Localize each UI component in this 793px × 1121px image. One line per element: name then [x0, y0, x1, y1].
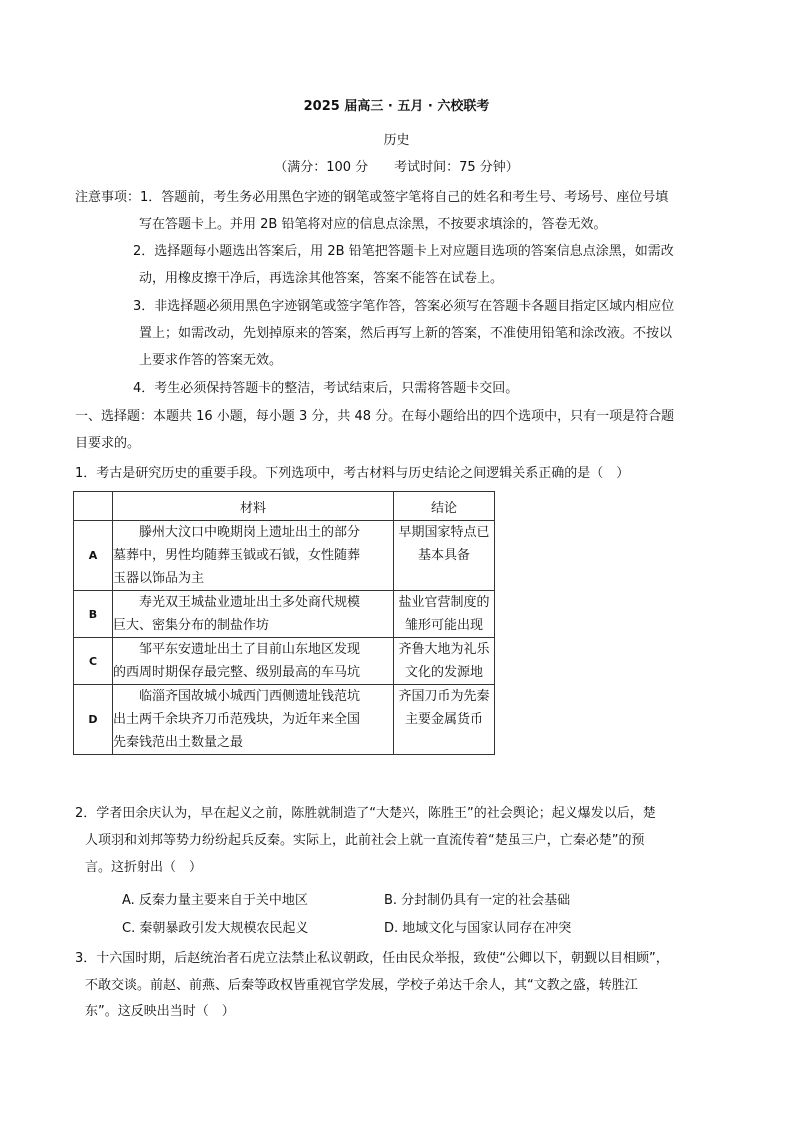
- row-material: [113, 521, 394, 591]
- table-row-c: [74, 638, 495, 685]
- note-3-line-3: 上要求作答的答案无效。: [139, 353, 283, 368]
- question-3-line-1: 3．十六国时期，后赵统治者石虎立法禁止私议朝政，任由民众举报，致使“公卿以下，朝觐以目相顾”，: [75, 951, 669, 966]
- question-2-option-b: B. 分封制仍具有一定的社会基础: [384, 893, 571, 908]
- row-label: B: [74, 591, 113, 638]
- question-2-option-c: C. 秦朝暴政引发大规模农民起义: [122, 921, 309, 936]
- question-3-line-3: 东”。这反映出当时（ ）: [85, 1004, 235, 1019]
- row-label: D: [74, 685, 113, 755]
- notes-line-1: [75, 189, 668, 207]
- conclusion-line: 齐国刀币为先秦: [398, 689, 490, 704]
- question-2-line-2: 人项羽和刘邦等势力纷纷起兵反秦。实际上，此前社会上就一直流传着“楚虽三户，亡秦必楚”的预: [85, 833, 645, 848]
- table-row-b: [74, 591, 495, 638]
- material-line: 出土两千余块齐刀币范残块，为近年来全国: [113, 712, 361, 727]
- row-material: [113, 685, 394, 755]
- question-2-option-a: A. 反秦力量主要来自于关中地区: [122, 893, 308, 908]
- note-1-line-2: 写在答题卡上。并用 2B 铅笔将对应的信息点涂黑，不按要求填涂的，答卷无效。: [139, 217, 607, 232]
- conclusion-line: 文化的发源地: [404, 665, 483, 680]
- material-line: 邹平东安遗址出土了目前山东地区发现: [139, 642, 361, 657]
- row-label: C: [74, 638, 113, 685]
- conclusion-line: 盐业官营制度的: [398, 595, 490, 610]
- note-4: 4．考生必须保持答题卡的整洁，考试结束后，只需将答题卡交回。: [133, 381, 519, 396]
- material-line: 先秦钱范出土数量之最: [113, 735, 244, 750]
- question-1-stem: 1．考古是研究历史的重要手段。下列选项中，考古材料与历史结论之间逻辑关系正确的是（ ）: [75, 466, 630, 481]
- notes-prefix: 注意事项：: [75, 190, 141, 205]
- exam-title: 2025 届高三 · 五月 · 六校联考: [303, 99, 490, 114]
- row-conclusion: [394, 685, 495, 755]
- material-line: 寿光双王城盐业遗址出土多处商代规模: [139, 595, 361, 610]
- question-2-line-1: 2．学者田余庆认为，早在起义之前，陈胜就制造了“大楚兴，陈胜王”的社会舆论；起义爆发以后，楚: [75, 806, 656, 821]
- note-2-line-2: 动，用橡皮擦干净后，再选涂其他答案，答案不能答在试卷上。: [139, 271, 504, 286]
- row-material: [113, 591, 394, 638]
- question-2-option-d: D. 地域文化与国家认同存在冲突: [384, 921, 572, 936]
- table-header-blank: [74, 492, 113, 521]
- conclusion-line: 早期国家特点已: [398, 525, 490, 540]
- exam-subject: 历史: [383, 133, 410, 148]
- question-1-table: [73, 491, 495, 755]
- material-line: 滕州大汶口中晚期岗上遗址出土的部分: [139, 525, 361, 540]
- row-label: A: [74, 521, 113, 591]
- section1-instructions-line-1: 一、选择题：本题共 16 小题，每小题 3 分，共 48 分。在每小题给出的四个选项中，只有一项是符合题: [75, 409, 675, 424]
- row-conclusion: [394, 591, 495, 638]
- table-header-material: 材料: [113, 492, 394, 521]
- table-row-a: [74, 521, 495, 591]
- conclusion-line: 雏形可能出现: [404, 618, 483, 633]
- row-conclusion: [394, 638, 495, 685]
- material-line: 墓葬中，男性均随葬玉钺或石钺，女性随葬: [113, 548, 361, 563]
- note-3-line-1: 3．非选择题必须用黑色字迹钢笔或签字笔作答，答案必须写在答题卡各题目指定区域内相应位: [133, 299, 675, 314]
- table-row-d: [74, 685, 495, 755]
- row-material: [113, 638, 394, 685]
- note-1-line-1: 1．答题前，考生务必用黑色字迹的钢笔或签字笔将自己的姓名和考生号、考场号、座位号填: [140, 190, 669, 205]
- conclusion-line: 主要金属货币: [404, 712, 483, 727]
- question-3-line-2: 不敢交谈。前赵、前燕、后秦等政权皆重视官学发展，学校子弟达千余人，其“文教之盛，转胜江: [85, 978, 638, 993]
- material-line: 的西周时期保存最完整、级别最高的车马坑: [113, 665, 361, 680]
- note-2-line-1: 2．选择题每小题选出答案后，用 2B 铅笔把答题卡上对应题目选项的答案信息点涂黑，如需改: [133, 244, 674, 259]
- table-header-row: [74, 492, 495, 521]
- row-conclusion: [394, 521, 495, 591]
- exam-meta: （满分：100 分 考试时间：75 分钟）: [274, 160, 519, 175]
- question-2-line-3: 言。这折射出（ ）: [85, 860, 203, 875]
- table-header-conclusion: 结论: [394, 492, 495, 521]
- conclusion-line: 基本具备: [417, 548, 470, 563]
- note-3-line-2: 置上；如需改动，先划掉原来的答案，然后再写上新的答案，不准使用铅笔和涂改液。不按以: [139, 326, 673, 341]
- material-line: 巨大、密集分布的制盐作坊: [113, 618, 270, 633]
- material-line: 玉器以饰品为主: [113, 571, 205, 586]
- material-line: 临淄齐国故城小城西门西侧遗址钱范坑: [139, 689, 361, 704]
- section1-instructions-line-2: 目要求的。: [75, 436, 141, 451]
- conclusion-line: 齐鲁大地为礼乐: [398, 642, 490, 657]
